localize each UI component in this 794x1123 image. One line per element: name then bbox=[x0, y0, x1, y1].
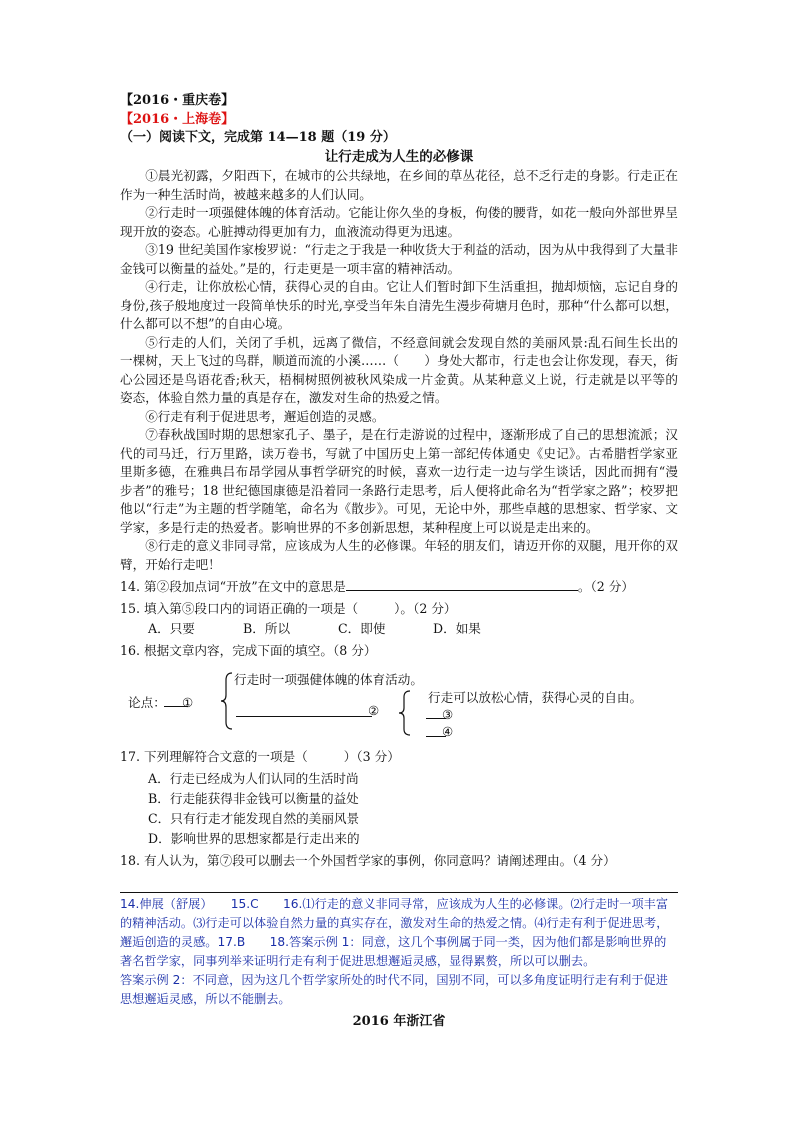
subpoint-2a-text: 行走可以放松心情，获得心灵的自由。 bbox=[428, 690, 643, 705]
question-14-score: 。（2 分） bbox=[577, 579, 634, 594]
thesis-label: 论点： bbox=[128, 695, 166, 710]
option-17-b: B．行走能获得非金钱可以衡量的益处 bbox=[148, 790, 359, 806]
marker-3: ③ bbox=[442, 707, 454, 722]
option-17-a: A．行走已经成为人们认同的生活时尚 bbox=[148, 770, 359, 786]
paragraph-8: ⑧行走的意义非同寻常，应该成为人生的必修课。年轻的朋友们，请迈开你的双腿，甩开你的双臂，开始行走吧！ bbox=[120, 538, 678, 572]
paragraph-5: ⑤行走的人们，关闭了手机，远离了微信，不经意间就会发现自然的美丽风景:乱石间生长出的一棵树，天上飞过的鸟群，顺道而流的小溪……（ ）身处大都市，行走也会让你发现，春天，街心公园还是鸟语花香;秋天，梧桐树照例被秋风染成一片金黄。从某种意义上说，行走就是以平等的姿态，体验自然力量的真是存在，激发对生命的热爱之情。 bbox=[120, 334, 678, 405]
paragraph-6: ⑥行走有利于促进思考，邂逅创造的灵感。 bbox=[145, 408, 385, 424]
answer-key-part-2: 答案示例 2：不同意，因为这几个哲学家所处的时代不同，国别不同，可以多角度证明行走有利于促进思想邂逅灵感，所以不能删去。 bbox=[120, 973, 668, 1006]
question-15-stem: 15. 填入第⑤段口内的词语正确的一项是（ bbox=[120, 600, 359, 616]
option-15-b: B．所以 bbox=[243, 621, 291, 636]
left-brace bbox=[220, 672, 234, 730]
marker-1: ① bbox=[182, 695, 194, 710]
question-16: 16. 根据文章内容，完成下面的填空。（8 分） bbox=[120, 642, 377, 658]
answer-key bbox=[120, 895, 678, 1009]
answer-key-part-1: 14.伸展（舒展） 15.C 16.⑴行走的意义非同寻常，应该成为人生的必修课。⑵行走时一项丰富的精神活动。⑶行走可以体验自然力量的真实存在，激发对生命的热爱之情。⑷行走有利于促进思考，邂逅创造的灵感。17.B 18.答案示例 1：同意，这几个事例属于同一类，因为他们都是影响世界的著名哲学家，同事列举来证明行走有利于促进思想邂逅灵感，显得累赘，所以可以删去。 bbox=[120, 897, 669, 968]
question-17-score: ）（3 分） bbox=[343, 749, 400, 764]
article-title: 让行走成为人生的必修课 bbox=[324, 148, 474, 165]
marker-4: ④ bbox=[442, 724, 454, 739]
paragraph-7: ⑦春秋战国时期的思想家孔子、墨子，是在行走游说的过程中，逐渐形成了自己的思想流派；汉代的司马迁，行万里路，读万卷书，写就了中国历史上第一部纪传体通史《史记》。古希腊哲学家亚里斯多德，在雅典吕布昂学园从事哲学研究的时候，喜欢一边行走一边与学生谈话，因此而拥有“漫步者”的雅号；18 世纪德国康德是沿着同一条路行走思考，后人便将此命名为“哲学家之路”；校罗把他以“行走”为主题的哲学随笔，命名为《散步》。可见，无论中外，那些卓越的思想家、哲学家、文学家，多是行走的热爱者。影响世界的不多创新思想，某种程度上可以说是走出来的。 bbox=[120, 427, 678, 535]
paragraph-4: ④行走，让你放松心情，获得心灵的自由。它让人们暂时卸下生活重担，抛却烦恼，忘记自身的身份,孩子般地度过一段简单快乐的时光,享受当年朱自清先生漫步荷塘月色时，那种“什么都可以想，什么都可以不想”的自由心境。 bbox=[120, 279, 678, 331]
question-15-score: ）。（2 分） bbox=[394, 600, 457, 616]
option-15-a: A．只要 bbox=[148, 621, 195, 636]
subpoint-1-text: 行走时一项强健体魄的体育活动。 bbox=[234, 672, 423, 687]
paragraph-2: ②行走时一项强健体魄的体育活动。它能让你久坐的身板，佝偻的腰背，如花一般向外部世界呈现开放的姿态。心脏搏动得更加有力，血液流动得更为迅速。 bbox=[120, 205, 678, 239]
question-15-options bbox=[148, 620, 678, 639]
document-page bbox=[120, 92, 678, 1032]
question-14-stem: 14. 第②段加点词“开放”在文中的意思是 bbox=[120, 579, 346, 594]
argument-diagram bbox=[120, 668, 678, 739]
answer-line-18[interactable] bbox=[120, 880, 678, 893]
source-label-shanghai: 【2016・上海卷】 bbox=[120, 111, 235, 127]
source-label-chongqing: 【2016・重庆卷】 bbox=[120, 93, 235, 108]
answer-blank-14[interactable] bbox=[346, 577, 578, 591]
blank-2-line[interactable] bbox=[236, 716, 372, 717]
question-17-options bbox=[148, 769, 678, 849]
question-14 bbox=[120, 577, 678, 597]
option-17-c: C．只有行走才能发现自然的美丽风景 bbox=[148, 810, 360, 826]
article-body bbox=[120, 167, 678, 574]
paragraph-3: ③19 世纪美国作家梭罗说：“行走之于我是一种收货大于利益的活动，因为从中我得到了大量非金钱可以衡量的益处。”是的，行走更是一项丰富的精神活动。 bbox=[120, 242, 678, 276]
question-18: 18. 有人认为，第⑦段可以删去一个外国哲学家的事例，你同意吗？请阐述理由。（4 分） bbox=[120, 852, 616, 868]
question-17-stem: 17. 下列理解符合文意的一项是（ bbox=[120, 749, 308, 764]
option-17-d: D．影响世界的思想家都是行走出来的 bbox=[148, 830, 360, 846]
option-15-c: C．即使 bbox=[338, 621, 386, 636]
question-15 bbox=[120, 600, 678, 619]
question-17 bbox=[120, 748, 678, 767]
right-brace bbox=[398, 690, 412, 736]
next-section-heading: 2016 年浙江省 bbox=[352, 1014, 446, 1029]
section-instruction: （一）阅读下文，完成第 14—18 题（19 分） bbox=[120, 130, 396, 145]
marker-2: ② bbox=[368, 703, 380, 718]
paragraph-1: ①晨光初露，夕阳西下，在城市的公共绿地，在乡间的草丛花径，总不乏行走的身影。行走正在作为一种生活时尚，被越来越多的人们认同。 bbox=[120, 168, 678, 202]
option-15-d: D．如果 bbox=[433, 621, 481, 636]
